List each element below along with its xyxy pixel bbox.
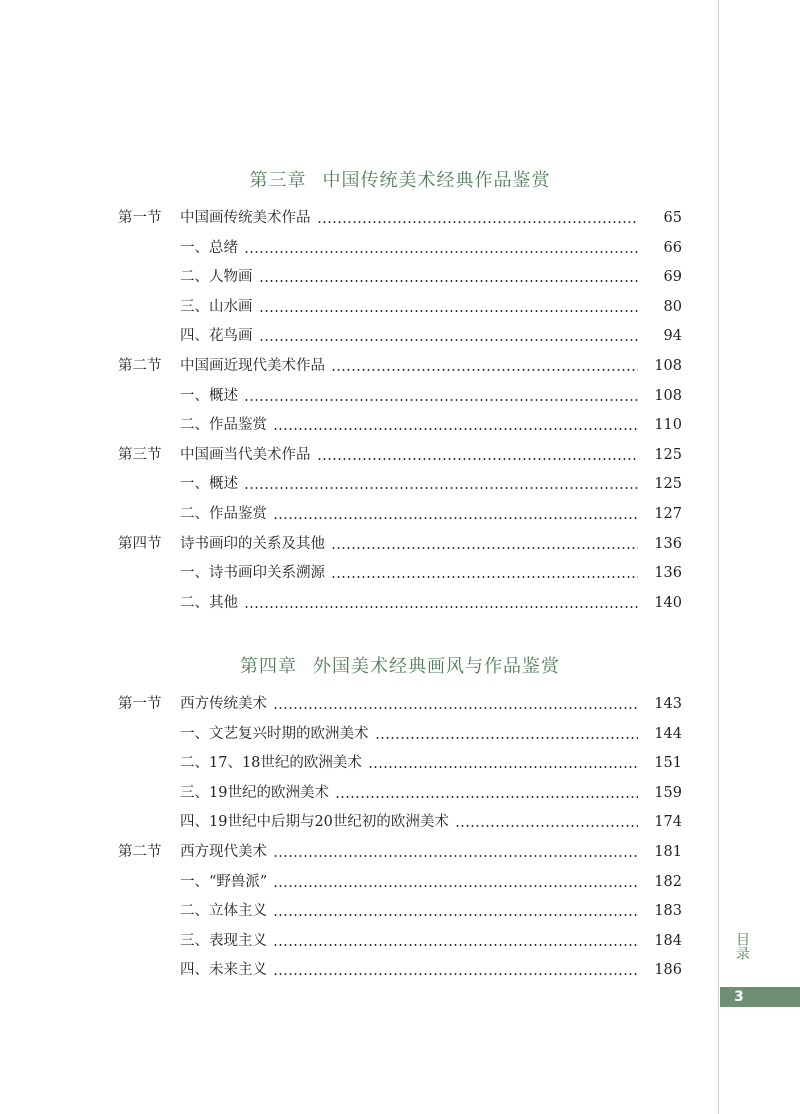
page-ref: 183 [654,903,682,920]
page-ref: 125 [654,446,682,463]
page-ref: 66 [663,239,682,256]
page-ref: 136 [654,535,682,552]
entry-title: 二、作品鉴赏 [180,413,271,437]
toc-subsection-entry[interactable] [0,324,800,348]
dot-leader [455,825,638,827]
section-label: 第二节 [118,844,162,860]
chapter-title [0,652,800,678]
dot-leader [317,221,638,223]
toc-subsection-entry[interactable] [0,265,800,289]
page-ref: 127 [654,506,682,522]
dot-leader [244,399,638,401]
page-ref: 151 [654,755,682,772]
toc-subsection-entry[interactable] [0,384,800,408]
entry-title: 三、表现主义 [180,929,271,953]
toc-section-entry[interactable] [0,692,800,716]
dot-leader [273,973,638,975]
entry-title: 诗书画印的关系及其他 [180,532,329,556]
toc-subsection-entry[interactable] [0,502,800,526]
page-number: 3 [734,989,744,1005]
entry-title: 一、诗书画印关系溯源 [180,561,329,585]
entry-title: 二、其他 [180,591,242,615]
dot-leader [331,369,638,371]
toc-section-entry[interactable] [0,354,800,378]
dot-leader [273,517,638,519]
toc-subsection-entry[interactable] [0,751,800,775]
section-label: 第一节 [118,210,162,226]
dot-leader [331,576,638,578]
toc-subsection-entry[interactable] [0,591,800,615]
entry-title: 中国画当代美术作品 [180,443,315,467]
entry-title: 二、立体主义 [180,899,271,923]
entry-title: 三、19世纪的欧洲美术 [180,781,333,805]
page-ref: 186 [654,962,682,979]
toc-subsection-entry[interactable] [0,236,800,260]
toc-section-entry[interactable] [0,206,800,230]
toc-subsection-entry[interactable] [0,870,800,894]
dot-leader [335,796,638,798]
dot-leader [244,251,638,253]
dot-leader [244,487,638,489]
dot-leader [317,458,638,460]
page-ref: 65 [663,210,682,226]
toc-section-entry[interactable] [0,840,800,864]
dot-leader [244,606,638,608]
toc-subsection-entry[interactable] [0,899,800,923]
toc-subsection-entry[interactable] [0,295,800,319]
toc-section-entry[interactable] [0,443,800,467]
section-label: 第一节 [118,696,162,712]
section-label: 第二节 [118,358,162,374]
side-section-label: 目录 [734,932,750,960]
page-ref: 174 [654,814,682,831]
page-ref: 108 [654,387,682,404]
dot-leader [273,914,638,916]
page-ref: 125 [654,476,682,493]
chapter-number: 第四章 [240,656,297,677]
entry-title: 一、总绪 [180,236,242,260]
entry-title: 四、19世纪中后期与20世纪初的欧洲美术 [180,810,453,834]
page-ref: 143 [654,696,682,712]
page-ref: 182 [654,873,682,890]
toc-subsection-entry[interactable] [0,722,800,746]
dot-leader [331,547,638,549]
dot-leader [259,310,638,312]
page-ref: 136 [654,565,682,582]
chapter-name: 中国传统美术经典作品鉴赏 [322,170,551,191]
entry-title: 一、概述 [180,384,242,408]
dot-leader [273,855,638,857]
entry-title: 中国画近现代美术作品 [180,354,329,378]
dot-leader [259,280,638,282]
page-ref: 144 [654,725,682,742]
page-ref: 181 [654,844,682,860]
toc-subsection-entry[interactable] [0,413,800,437]
toc-subsection-entry[interactable] [0,781,800,805]
chapter-title [0,166,800,192]
page-ref: 159 [654,784,682,801]
toc-subsection-entry[interactable] [0,958,800,982]
entry-title: 二、作品鉴赏 [180,502,271,526]
entry-title: 一、文艺复兴时期的欧洲美术 [180,722,373,746]
page-ref: 69 [663,269,682,286]
entry-title: 二、17、18世纪的欧洲美术 [180,751,366,775]
page-ref: 110 [654,417,682,434]
entry-title: 中国画传统美术作品 [180,206,315,230]
page-ref: 184 [654,932,682,949]
entry-title: 西方传统美术 [180,692,271,716]
entry-title: 二、人物画 [180,265,257,289]
entry-title: 一、概述 [180,472,242,496]
entry-title: 三、山水画 [180,295,257,319]
entry-title: 四、未来主义 [180,958,271,982]
chapter-number: 第三章 [249,170,307,191]
page-ref: 140 [654,594,682,611]
toc-subsection-entry[interactable] [0,929,800,953]
chapter-name: 外国美术经典画风与作品鉴赏 [313,656,560,677]
dot-leader [375,737,638,739]
toc-subsection-entry[interactable] [0,561,800,585]
entry-title: 西方现代美术 [180,840,271,864]
page-ref: 80 [663,298,682,315]
page-number-tab [720,987,800,1007]
entry-title: 一、“野兽派” [180,870,271,894]
dot-leader [273,707,638,709]
toc-subsection-entry[interactable] [0,472,800,496]
toc-section-entry[interactable] [0,532,800,556]
dot-leader [368,766,638,768]
dot-leader [273,428,638,430]
section-label: 第三节 [118,446,162,463]
page-ref: 108 [654,358,682,374]
toc-subsection-entry[interactable] [0,810,800,834]
dot-leader [259,339,638,341]
page-ref: 94 [663,328,682,345]
dot-leader [273,944,638,946]
dot-leader [273,885,638,887]
entry-title: 四、花鸟画 [180,324,257,348]
section-label: 第四节 [118,535,162,552]
